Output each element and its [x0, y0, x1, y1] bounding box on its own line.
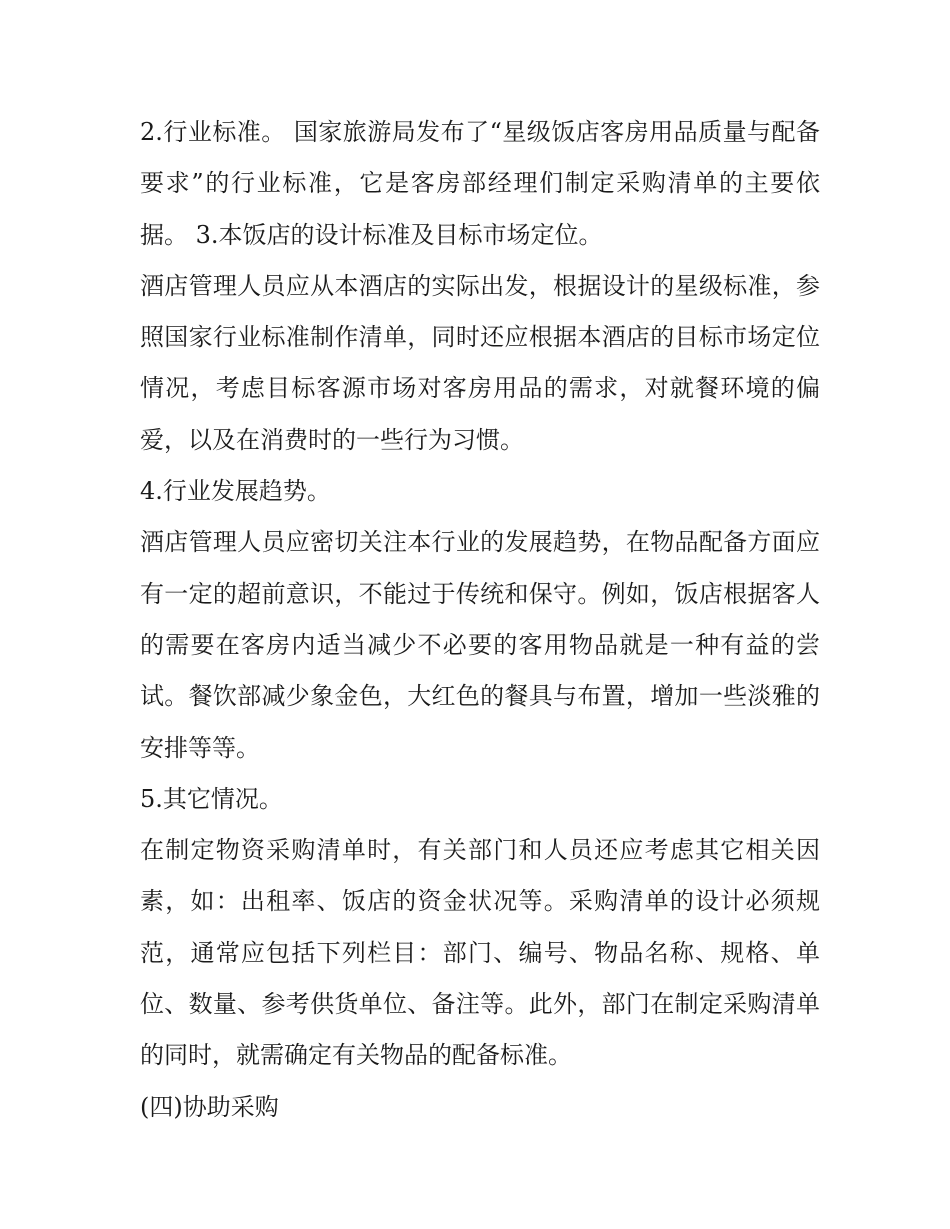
- paragraph-industry-standard: 2.行业标准。 国家旅游局发布了“星级饭店客房用品质量与配备要求”的行业标准，它是客房部经理们制定采购清单的主要依据。 3.本饭店的设计标准及目标市场定位。: [140, 118, 820, 249]
- heading-other-conditions: 5.其它情况。: [140, 784, 283, 813]
- paragraph-industry-trend: 酒店管理人员应密切关注本行业的发展趋势，在物品配备方面应有一定的超前意识，不能过于传统和保守。例如，饭店根据客人的需要在客房内适当减少不必要的客用物品就是一种有益的尝试。餐饮部减少象金色，大红色的餐具与布置，增加一些淡雅的安排等等。: [140, 528, 820, 762]
- paragraph-hotel-management-basis: 酒店管理人员应从本酒店的实际出发，根据设计的星级标准，参照国家行业标准制作清单，同时还应根据本酒店的目标市场定位情况，考虑目标客源市场对客房用品的需求，对就餐环境的偏爱，以及在消费时的一些行为习惯。: [140, 271, 820, 454]
- heading-assist-procurement: (四)协助采购: [140, 1092, 279, 1121]
- paragraph-other-conditions: 在制定物资采购清单时，有关部门和人员还应考虑其它相关因素，如：出租率、饭店的资金状况等。采购清单的设计必须规范，通常应包括下列栏目：部门、编号、物品名称、规格、单位、数量、参考供货单位、备注等。此外，部门在制定采购清单的同时，就需确定有关物品的配备标准。: [140, 836, 820, 1070]
- heading-industry-trend: 4.行业发展趋势。: [140, 477, 331, 506]
- document-body: [140, 107, 820, 1133]
